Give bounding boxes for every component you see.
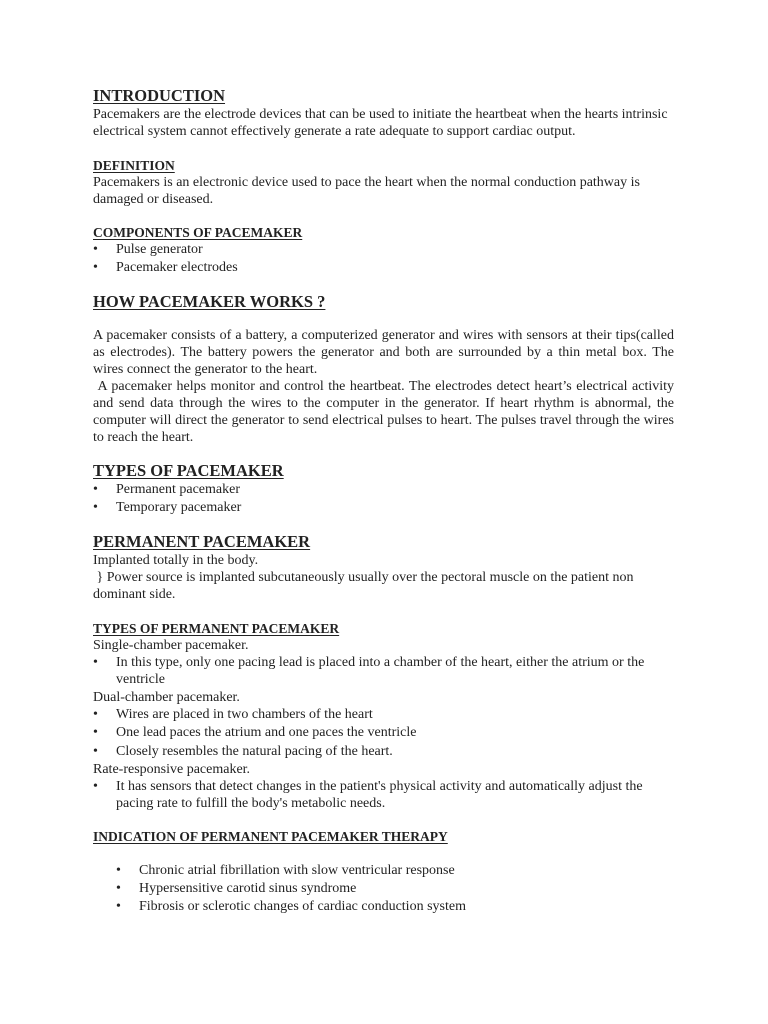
permanent-heading: PERMANENT PACEMAKER [93, 531, 311, 551]
how-works-para-1: A pacemaker consists of a battery, a computerized generator and wires with sensors at their tips(called as electrodes). The battery powers the generator and both are surrounded by a thin metal box. The wires connect the generator to the heart. [93, 327, 674, 377]
bullet-icon: • [116, 880, 121, 896]
list-item: • In this type, only one pacing lead is placed into a chamber of the heart, either the atrium or the ventricle [93, 654, 645, 687]
list-item: • Fibrosis or sclerotic changes of cardiac conduction system [116, 899, 466, 915]
bullet-icon: • [93, 654, 98, 670]
indication-list [93, 862, 674, 916]
types-heading: TYPES OF PACEMAKER [93, 460, 284, 480]
document-page [93, 86, 678, 917]
permanent-line-1: Implanted totally in the body. [93, 552, 259, 568]
types-permanent-heading: TYPES OF PERMANENT PACEMAKER [93, 620, 340, 636]
bullet-icon: • [116, 899, 121, 915]
bullet-icon: • [93, 481, 98, 497]
bullet-icon: • [93, 779, 98, 795]
rate-responsive-list [93, 778, 674, 812]
list-item: • One lead paces the atrium and one paces the ventricle [93, 725, 417, 741]
how-works-heading: HOW PACEMAKER WORKS ? [93, 291, 326, 311]
list-item: • Closely resembles the natural pacing of the heart. [93, 743, 393, 759]
single-chamber-list [93, 654, 674, 688]
list-item: • Wires are placed in two chambers of the heart [93, 706, 373, 722]
bullet-icon: • [116, 862, 121, 878]
definition-heading: DEFINITION [93, 158, 175, 173]
bullet-icon: • [93, 500, 98, 516]
bullet-icon: • [93, 706, 98, 722]
list-item: • It has sensors that detect changes in the patient's physical activity and automatically adjust the pacing rate to fulfill the body's metabolic needs. [93, 779, 643, 812]
bullet-icon: • [93, 260, 98, 276]
permanent-line-2: } Power source is implanted subcutaneously usually over the pectoral muscle on the patient non dominant side. [93, 569, 638, 602]
introduction-text: Pacemakers are the electrode devices that can be used to initiate the heartbeat when the hearts intrinsic electrical system cannot effectively generate a rate adequate to support cardiac output. [93, 107, 668, 139]
bullet-icon: • [93, 725, 98, 741]
rate-responsive-label: Rate-responsive pacemaker. [93, 762, 251, 778]
list-item: • Hypersensitive carotid sinus syndrome [116, 880, 357, 896]
indication-heading: INDICATION OF PERMANENT PACEMAKER THERAPY [93, 828, 448, 844]
list-item: • Pulse generator [93, 242, 203, 257]
dual-chamber-label: Dual-chamber pacemaker. [93, 689, 240, 705]
definition-text: Pacemakers is an electronic device used to pace the heart when the normal conduction pathway is damaged or diseased. [93, 175, 640, 207]
list-item: • Permanent pacemaker [93, 481, 240, 497]
single-chamber-label: Single-chamber pacemaker. [93, 637, 249, 653]
list-item: • Temporary pacemaker [93, 500, 242, 516]
bullet-icon: • [93, 743, 98, 759]
how-works-para-2: A pacemaker helps monitor and control the heartbeat. The electrodes detect heart’s electrical activity and send data through the wires to the computer in the generator. If heart rhythm is abnormal, the computer will direct the generator to send electrical pulses to heart. The pulses travel through the wires to reach the heart. [93, 378, 678, 445]
list-item: • Pacemaker electrodes [93, 260, 238, 276]
components-list [93, 241, 674, 276]
bullet-icon: • [93, 242, 98, 257]
components-heading: COMPONENTS OF PACEMAKER [93, 225, 303, 240]
dual-chamber-list [93, 706, 674, 760]
introduction-heading: INTRODUCTION [93, 86, 226, 105]
types-list [93, 481, 674, 516]
list-item: • Chronic atrial fibrillation with slow ventricular response [116, 862, 455, 878]
